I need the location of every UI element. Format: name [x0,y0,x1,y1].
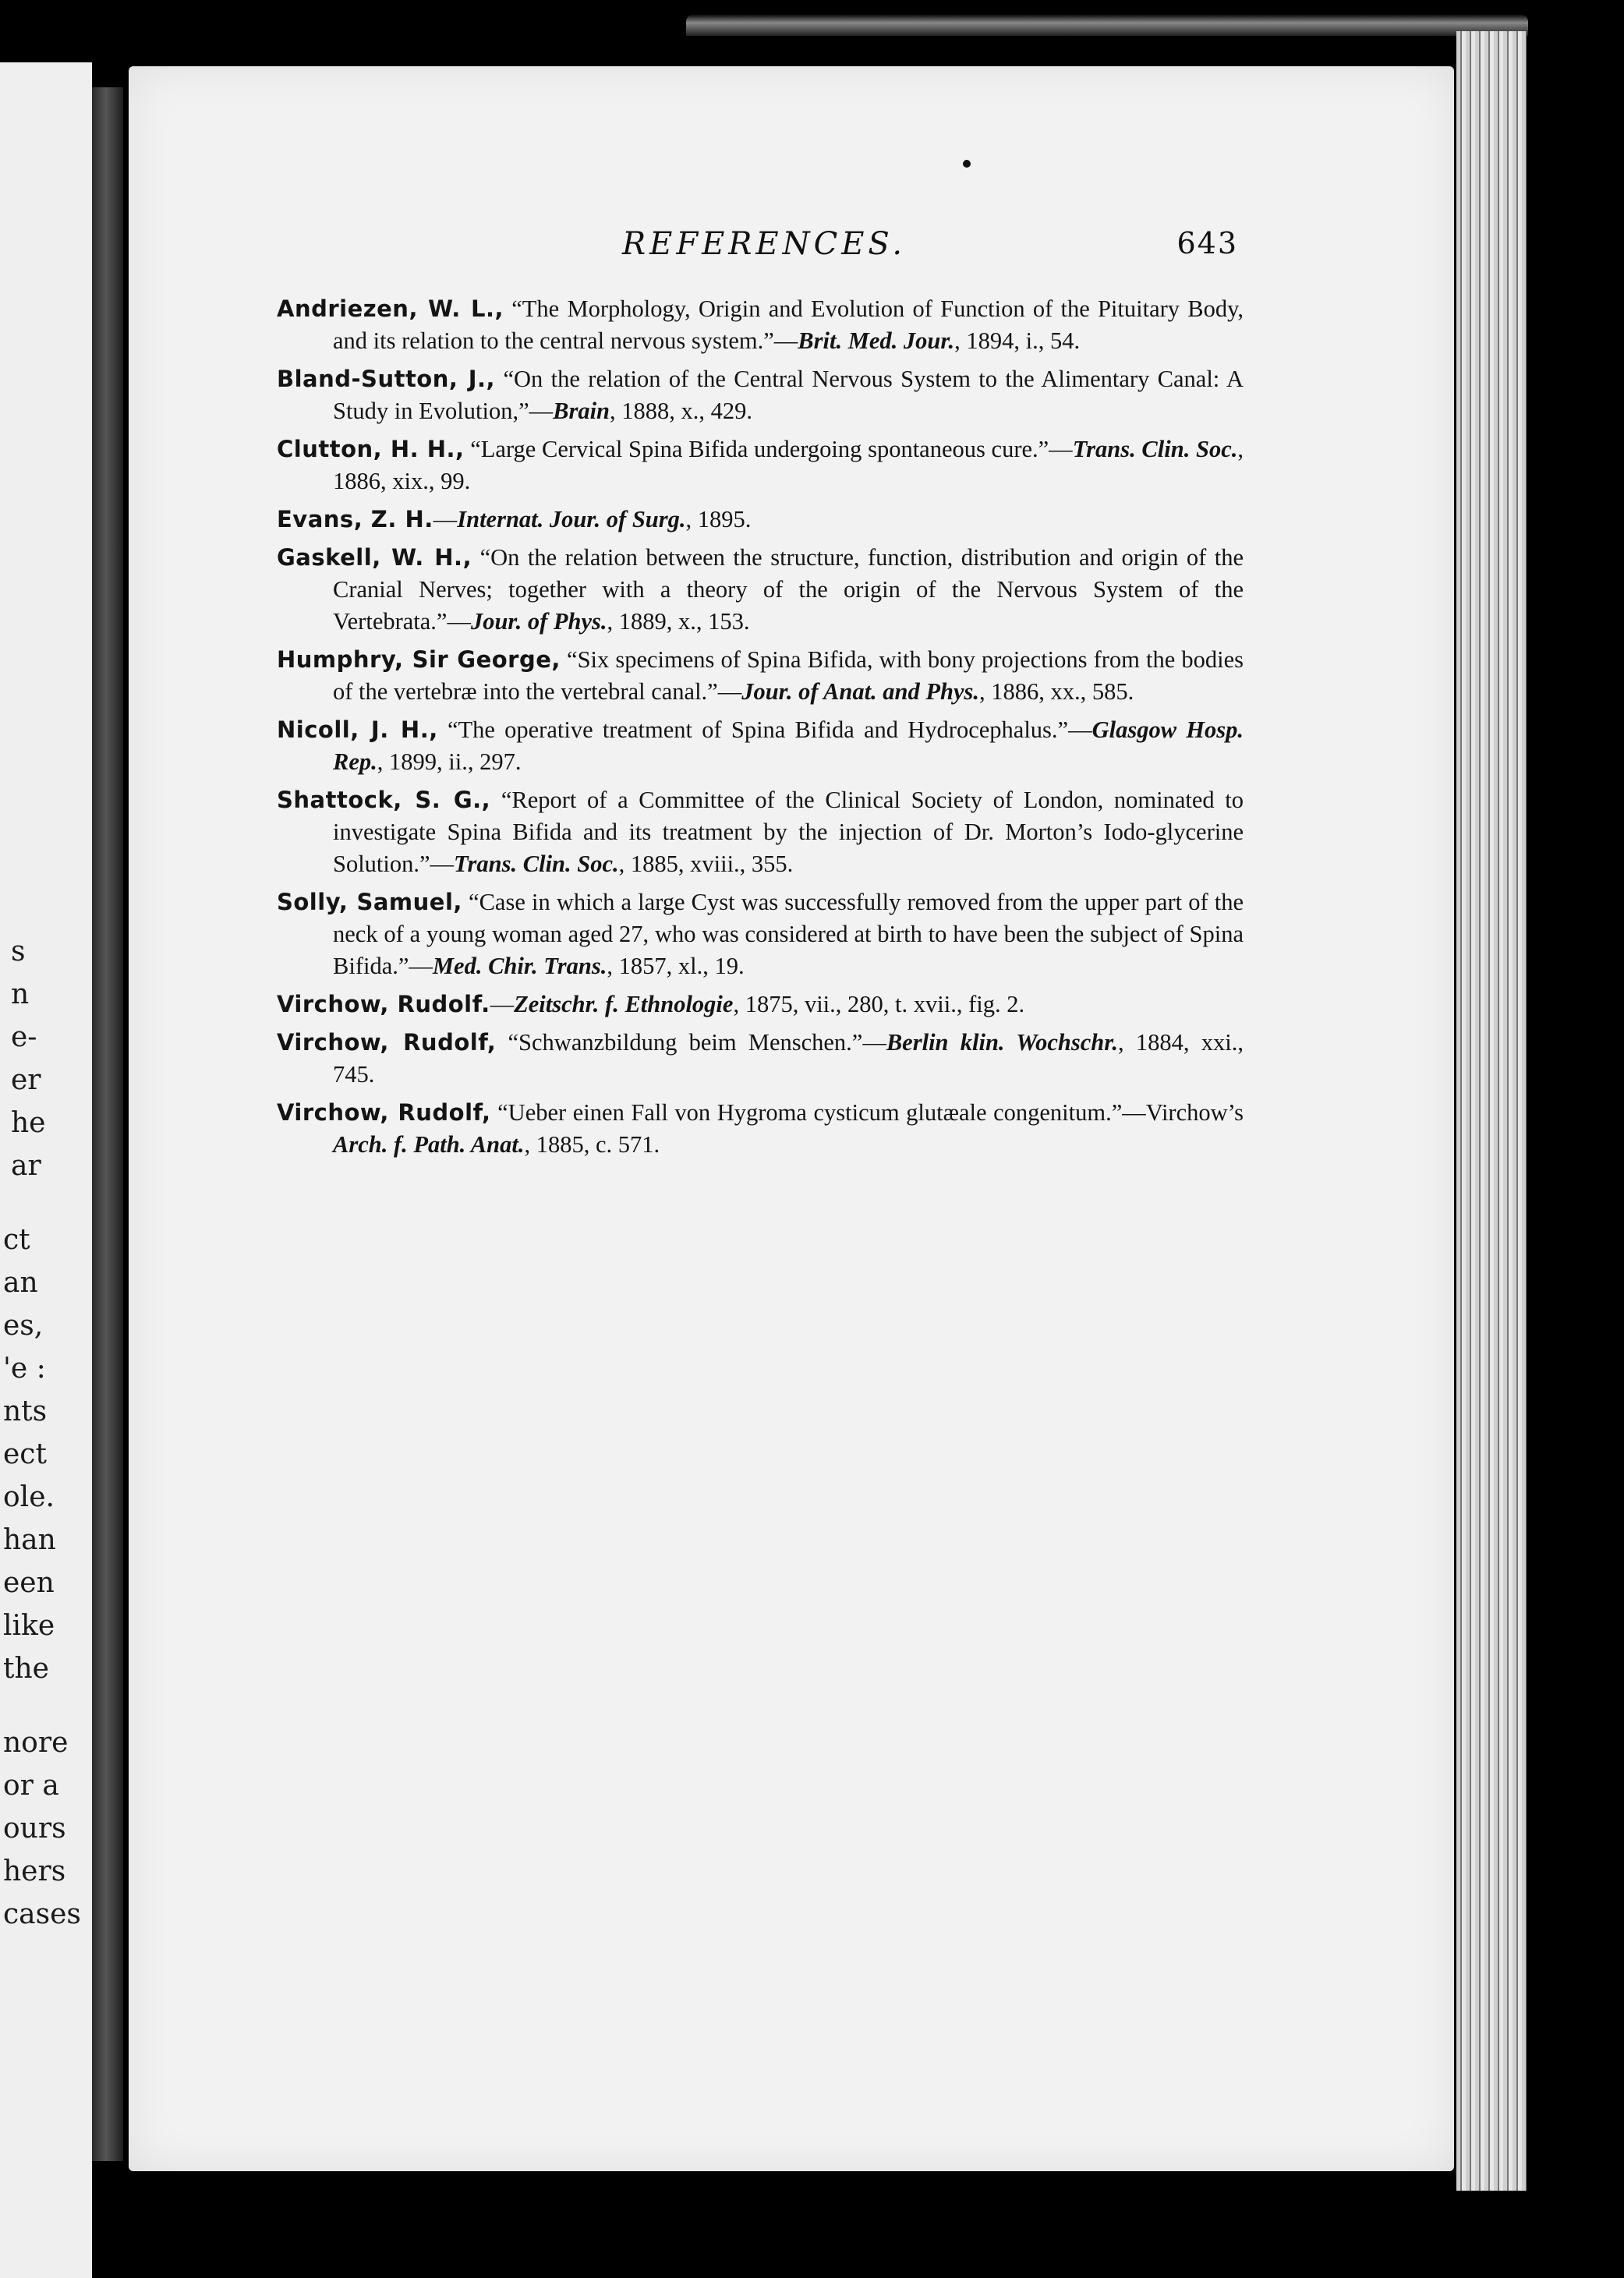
reference-entry [277,504,1244,536]
reference-tail: , 1895. [685,506,752,532]
reference-source: Brit. Med. Jour. [798,327,955,354]
reference-tail: , 1886, xix., 99. [333,436,1244,494]
print-speck [963,160,971,168]
reference-text: “Case in which a large Cyst was successfully removed from the upper part of the neck of a young woman aged 27, who was considered at birth to have been the subject of Spina Bifida.”— [333,889,1244,979]
reference-entry [277,644,1244,708]
reference-text: “On the relation between the structure, function, distribution and origin of the Cranial Nerves; together with a theory of the origin of the Nervous System of the Vertebrata.”— [333,544,1244,635]
left-page-fragment: s [11,936,26,967]
left-page-fragment: es, [3,1310,44,1342]
reference-entry [277,433,1244,497]
reference-author: Virchow, Rudolf. [277,991,490,1017]
reference-source: Trans. Clin. Soc. [454,851,619,877]
left-page-fragment: an [3,1267,38,1299]
reference-text: “Schwanzbildung beim Menschen.”— [496,1029,886,1056]
reference-text: — [433,506,458,532]
left-page-fragment: e- [11,1021,37,1053]
reference-author: Shattock, S. G., [277,787,491,813]
reference-text: “On the relation of the Central Nervous System to the Alimentary Canal: A Study in Evolution,”— [333,366,1244,424]
reference-tail: , 1886, xx., 585. [979,678,1134,705]
left-page-fragment: hers [3,1855,66,1887]
reference-tail: , 1857, xl., 19. [607,953,745,979]
page-number: 643 [1176,226,1238,260]
reference-tail: , 1889, x., 153. [607,608,750,635]
previous-page-edge [0,62,92,2278]
left-page-fragment: han [3,1524,56,1556]
left-page-fragment: or a [3,1770,59,1802]
reference-source: Jour. of Anat. and Phys. [741,678,980,705]
running-head: REFERENCES. [622,226,907,262]
reference-tail: , 1888, x., 429. [610,398,753,424]
reference-tail: , 1875, vii., 280, t. xvii., fig. 2. [733,991,1025,1017]
left-page-fragment: nore [3,1727,69,1759]
reference-tail: , 1894, i., 54. [954,327,1081,354]
reference-source: Trans. Clin. Soc. [1072,436,1238,462]
reference-entry [277,1027,1244,1091]
left-page-fragment: the [3,1653,49,1685]
reference-text: “The operative treatment of Spina Bifida and Hydrocephalus.”— [437,716,1092,743]
reference-author: Gaskell, W. H., [277,544,472,571]
left-page-fragment: n [11,978,30,1010]
reference-author: Virchow, Rudolf, [277,1099,491,1126]
reference-entry [277,293,1244,357]
reference-source: Med. Chir. Trans. [432,953,607,979]
page-header [279,226,1238,273]
reference-tail: , 1899, ii., 297. [377,748,522,775]
page-stack-top-edge [686,14,1528,36]
reference-entry [277,989,1244,1021]
left-page-fragment: ect [3,1438,47,1470]
reference-text: “Report of a Committee of the Clinical Society of London, nominated to investigate Spina Bifida and its treatment by the injection of Dr. Morton’s Iodo-glycerine Solution.”— [333,787,1244,877]
left-page-fragment: ours [3,1813,66,1845]
reference-entry [277,363,1244,427]
reference-author: Evans, Z. H. [277,506,433,532]
reference-author: Nicoll, J. H., [277,716,438,743]
reference-source: Berlin klin. Wochschr. [886,1029,1119,1056]
reference-text: “Large Cervical Spina Bifida undergoing spontaneous cure.”— [464,436,1073,462]
reference-list [277,293,1244,1167]
book-gutter [92,87,123,2161]
reference-author: Clutton, H. H., [277,436,465,462]
left-page-fragment: een [3,1567,55,1599]
left-page-fragment: he [11,1107,46,1139]
reference-entry [277,1097,1244,1161]
reference-text: “Six specimens of Spina Bifida, with bony projections from the bodies of the vertebræ into the vertebral canal.”— [333,646,1244,705]
left-page-fragment: ar [11,1150,41,1182]
reference-text: “The Morphology, Origin and Evolution of Function of the Pituitary Body, and its relation to the central nervous system.”— [333,295,1244,354]
reference-tail: , 1884, xxi., 745. [333,1029,1244,1088]
reference-source: Jour. of Phys. [470,608,607,635]
reference-source: Glasgow Hosp. Rep. [333,716,1244,775]
reference-entry [277,542,1244,638]
reference-tail: , 1885, c. 571. [524,1131,660,1158]
reference-tail: , 1885, xviii., 355. [618,851,794,877]
reference-author: Virchow, Rudolf, [277,1029,497,1056]
reference-author: Bland-Sutton, J., [277,366,496,392]
reference-author: Solly, Samuel, [277,889,462,915]
left-page-fragment: ole. [3,1481,55,1513]
reference-author: Andriezen, W. L., [277,295,504,322]
reference-source: Zeitschr. f. Ethnologie [514,991,734,1017]
left-page-fragment: er [11,1064,41,1096]
left-page-fragment: cases [3,1898,81,1930]
reference-source: Brain [553,398,610,424]
reference-entry [277,886,1244,982]
reference-entry [277,714,1244,778]
reference-author: Humphry, Sir George, [277,646,561,673]
left-page-fragment: 'e : [3,1353,46,1385]
left-page-fragment: like [3,1610,55,1642]
reference-source: Arch. f. Path. Anat. [333,1131,525,1158]
left-page-fragment: ct [3,1224,30,1256]
reference-entry [277,784,1244,880]
reference-source: Internat. Jour. of Surg. [457,506,686,532]
left-page-fragment: nts [3,1395,48,1427]
reference-text: — [490,991,515,1017]
page-stack-edge [1456,31,1527,2191]
reference-text: “Ueber einen Fall von Hygroma cysticum glutæale congenitum.”—Virchow’s [490,1099,1244,1126]
